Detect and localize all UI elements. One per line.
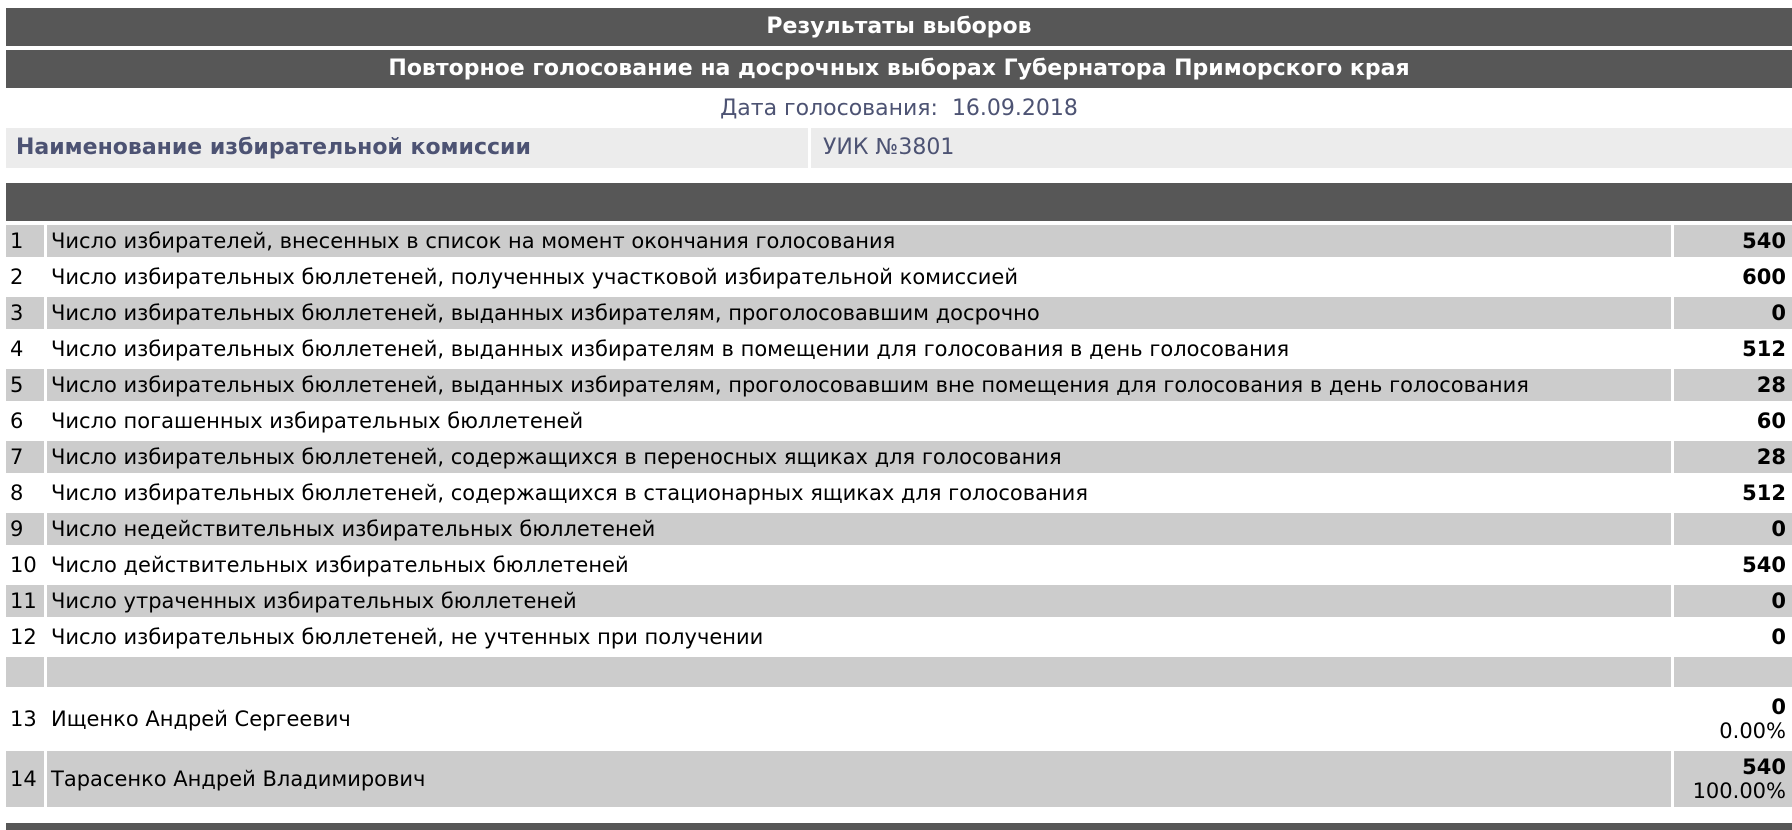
- table-row: [6, 333, 1792, 365]
- candidate-percent: 0.00%: [1719, 719, 1786, 743]
- row-number: 8: [6, 477, 44, 509]
- row-value: 28: [1674, 441, 1792, 473]
- table-row: [6, 225, 1792, 257]
- candidate-votes: 540: [1742, 755, 1786, 779]
- row-value: 540: [1674, 549, 1792, 581]
- row-label: Число погашенных избирательных бюллетеней: [47, 405, 1671, 437]
- candidate-votes: 0: [1771, 695, 1786, 719]
- row-value: 512: [1674, 477, 1792, 509]
- row-value: 540: [1674, 225, 1792, 257]
- voting-date: [6, 90, 1792, 128]
- table-row: [6, 405, 1792, 437]
- candidate-number: 14: [6, 751, 44, 807]
- table-row: [6, 513, 1792, 545]
- row-label: Число действительных избирательных бюллетеней: [47, 549, 1671, 581]
- row-number: 6: [6, 405, 44, 437]
- candidate-row: [6, 691, 1792, 747]
- row-number: 7: [6, 441, 44, 473]
- row-label: Число избирательных бюллетеней, выданных избирателям, проголосовавшим вне помещения для голосования в день голосования: [47, 369, 1671, 401]
- row-number: 2: [6, 261, 44, 293]
- table-footer-bar: [6, 823, 1792, 830]
- row-number: 4: [6, 333, 44, 365]
- spacer-cell: [6, 657, 44, 687]
- row-value: 28: [1674, 369, 1792, 401]
- table-row: [6, 549, 1792, 581]
- table-row: [6, 477, 1792, 509]
- row-label: Число недействительных избирательных бюллетеней: [47, 513, 1671, 545]
- row-value: 0: [1674, 585, 1792, 617]
- page-title: Результаты выборов: [6, 8, 1792, 46]
- row-value: 512: [1674, 333, 1792, 365]
- row-label: Число избирателей, внесенных в список на момент окончания голосования: [47, 225, 1671, 257]
- table-row: [6, 621, 1792, 653]
- row-value: 0: [1674, 513, 1792, 545]
- row-value: 0: [1674, 621, 1792, 653]
- row-number: 11: [6, 585, 44, 617]
- spacer-cell: [1674, 657, 1792, 687]
- table-row: [6, 261, 1792, 293]
- spacer-cell: [47, 657, 1671, 687]
- candidate-number: 13: [6, 691, 44, 747]
- row-value: 0: [1674, 297, 1792, 329]
- candidate-row: [6, 751, 1792, 807]
- voting-date-label: Дата голосования:: [720, 96, 938, 121]
- row-label: Число избирательных бюллетеней, не учтенных при получении: [47, 621, 1671, 653]
- table-header-bar: [6, 183, 1792, 221]
- row-number: 1: [6, 225, 44, 257]
- election-subtitle: Повторное голосование на досрочных выборах Губернатора Приморского края: [6, 50, 1792, 88]
- table-row: [6, 585, 1792, 617]
- candidate-result: [1674, 691, 1792, 747]
- results-table: [3, 221, 1792, 811]
- table-row: [6, 297, 1792, 329]
- row-label: Число избирательных бюллетеней, выданных избирателям, проголосовавшим досрочно: [47, 297, 1671, 329]
- row-number: 9: [6, 513, 44, 545]
- commission-value: УИК №3801: [811, 128, 1792, 168]
- voting-date-value: 16.09.2018: [951, 96, 1078, 121]
- candidate-name: Тарасенко Андрей Владимирович: [47, 751, 1671, 807]
- row-number: 10: [6, 549, 44, 581]
- table-row: [6, 369, 1792, 401]
- candidate-result: [1674, 751, 1792, 807]
- row-number: 12: [6, 621, 44, 653]
- row-value: 60: [1674, 405, 1792, 437]
- row-label: Число избирательных бюллетеней, выданных избирателям в помещении для голосования в день голосования: [47, 333, 1671, 365]
- row-label: Число избирательных бюллетеней, содержащихся в стационарных ящиках для голосования: [47, 477, 1671, 509]
- row-label: Число избирательных бюллетеней, содержащихся в переносных ящиках для голосования: [47, 441, 1671, 473]
- commission-row: [6, 128, 1792, 168]
- row-label: Число избирательных бюллетеней, полученных участковой избирательной комиссией: [47, 261, 1671, 293]
- row-label: Число утраченных избирательных бюллетеней: [47, 585, 1671, 617]
- commission-label: Наименование избирательной комиссии: [6, 128, 808, 168]
- row-value: 600: [1674, 261, 1792, 293]
- candidate-percent: 100.00%: [1692, 779, 1786, 803]
- row-number: 5: [6, 369, 44, 401]
- table-row: [6, 441, 1792, 473]
- spacer-row: [6, 657, 1792, 687]
- candidate-name: Ищенко Андрей Сергеевич: [47, 691, 1671, 747]
- row-number: 3: [6, 297, 44, 329]
